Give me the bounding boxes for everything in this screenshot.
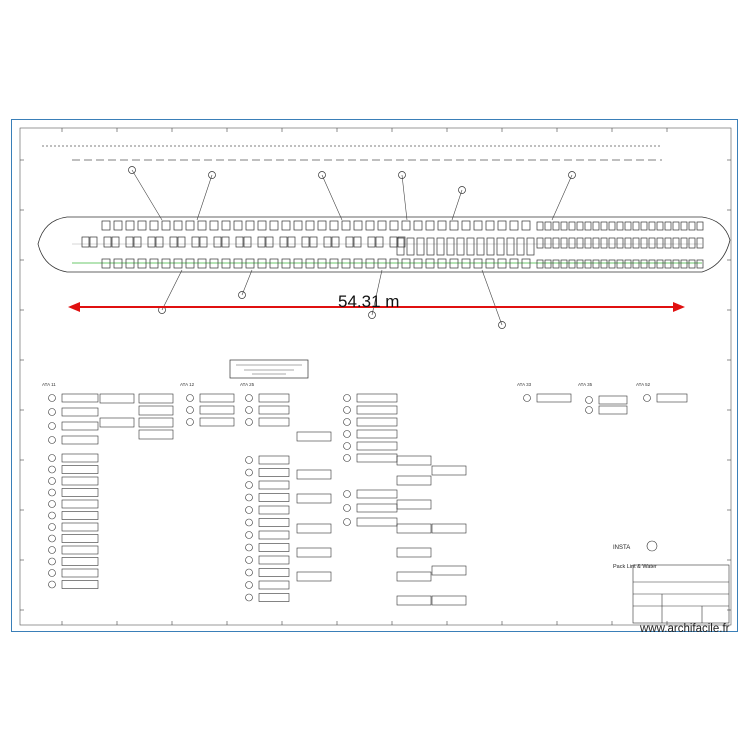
ata-header-label: ATA 35 (578, 382, 593, 387)
ata-header-labels (42, 382, 651, 387)
cabin-layout (38, 217, 730, 272)
ata-header-label: ATA 52 (636, 382, 651, 387)
floor-plan-drawing (12, 120, 738, 632)
ata-header-label: ATA 33 (517, 382, 532, 387)
title-block-title: Pack Lint & Water (613, 564, 657, 570)
ata-header-label: ATA 25 (240, 382, 255, 387)
drawing-frame (11, 119, 738, 632)
legend-lines (236, 365, 302, 374)
seat-rows (82, 221, 703, 268)
ata-header-label: ATA 11 (42, 382, 56, 387)
ata-symbol-tables (49, 394, 688, 605)
title-block (633, 541, 729, 623)
company-logo: INSTA (613, 545, 631, 551)
header-annotations (42, 146, 662, 160)
watermark-text: www.archifacile.fr (640, 623, 730, 635)
dimension-label: 54.31 m (338, 292, 400, 311)
ata-header-label: ATA 12 (180, 382, 195, 387)
legend-box (230, 360, 308, 378)
